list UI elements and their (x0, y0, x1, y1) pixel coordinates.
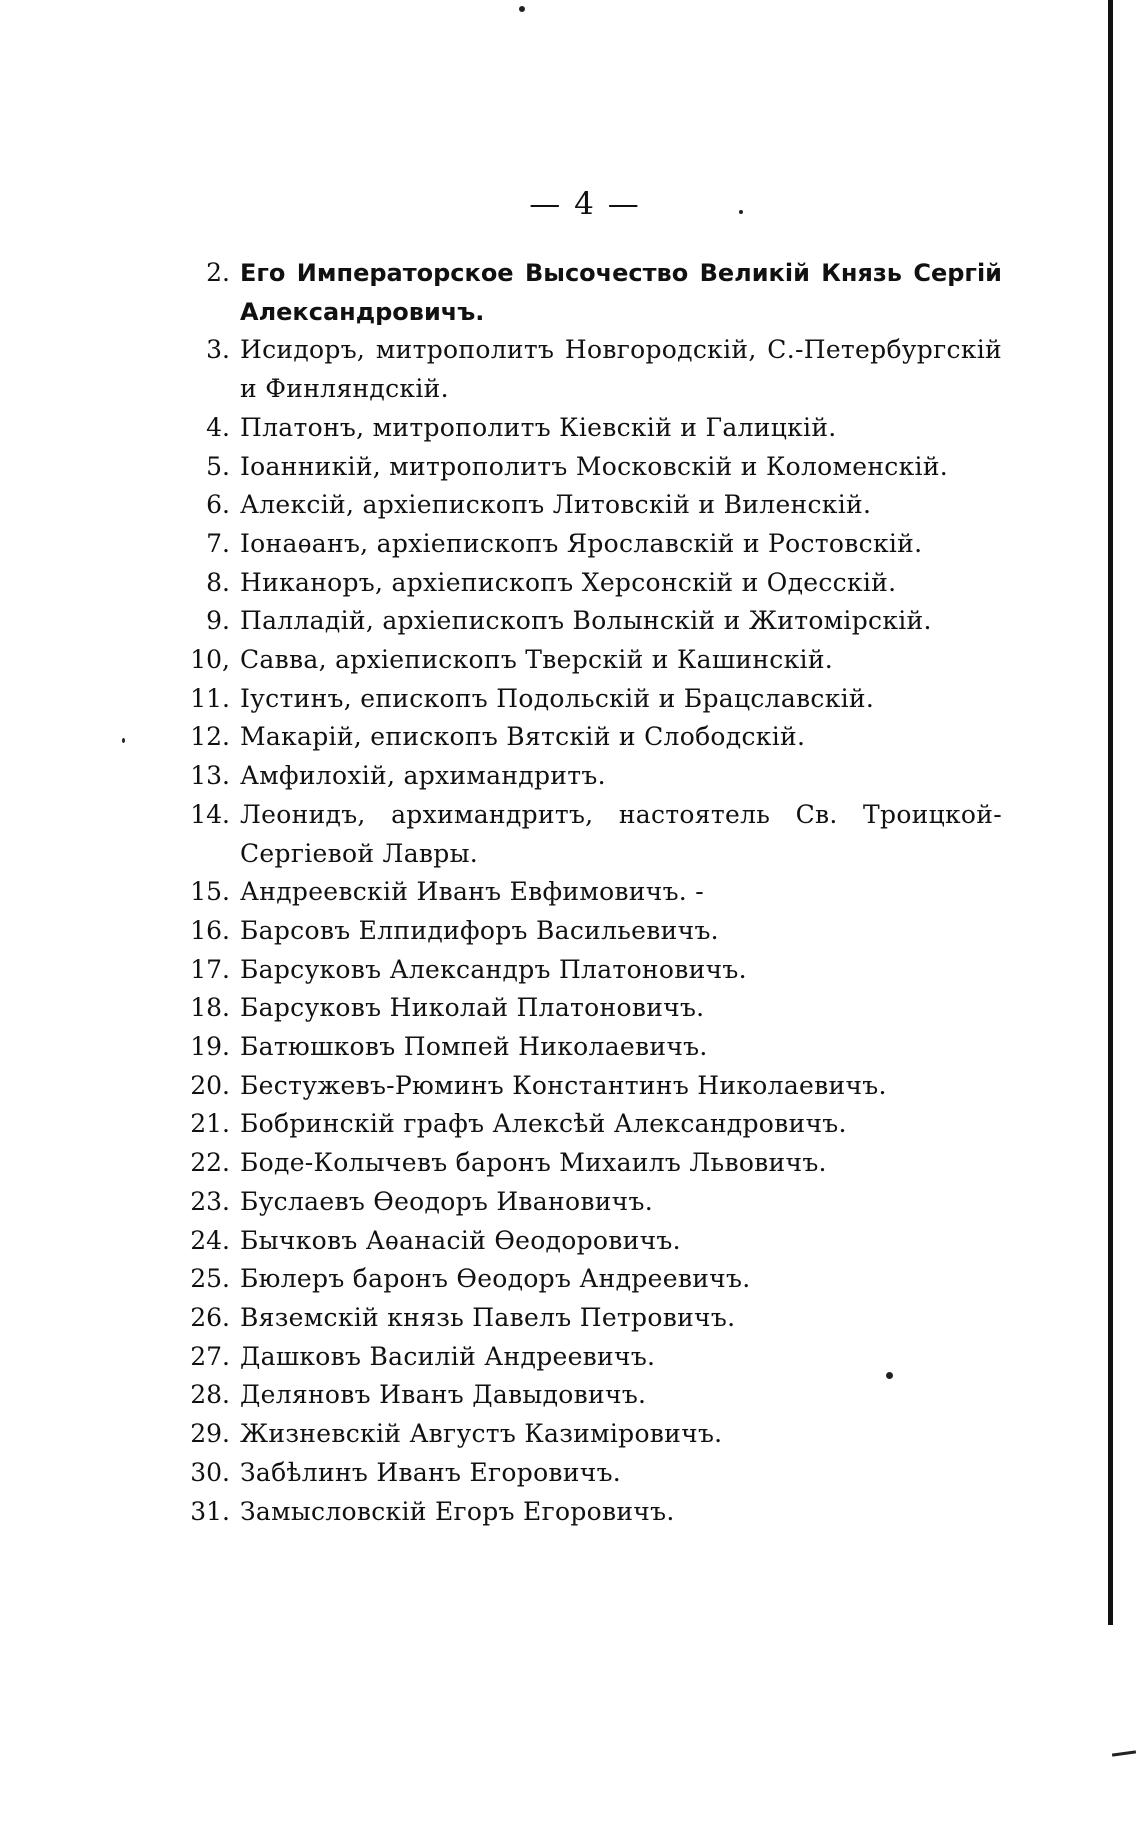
entry-text: Деляновъ Иванъ Давыдовичъ. (240, 1380, 647, 1410)
list-item (182, 912, 1002, 951)
list-item (182, 1183, 1002, 1222)
entry-text: Макарій, епископъ Вятскій и Слободскій. (240, 722, 806, 752)
list-item (182, 757, 1002, 796)
list-item (182, 1493, 1002, 1532)
entry-number: 28. (190, 1380, 230, 1410)
entry-text: Андреевскій Иванъ Евфимовичъ. - (240, 877, 705, 907)
entry-text: Бычковъ Аѳанасій Ѳеодоровичъ. (240, 1225, 681, 1255)
entry-number: 11. (190, 683, 230, 713)
list-item (182, 1067, 1002, 1106)
entry-text: Бестужевъ-Рюминъ Константинъ Николаевичъ. (240, 1070, 887, 1100)
entry-number: 5. (206, 451, 230, 481)
entry-text: Платонъ, митрополитъ Кіевскій и Галицкій. (240, 412, 837, 442)
entry-number: 2. (206, 258, 230, 287)
entry-text: Іустинъ, епископъ Подольскій и Брацславскій. (240, 683, 875, 713)
list-item (182, 525, 1002, 564)
list-item (182, 331, 1002, 408)
list-item (182, 873, 1002, 912)
scan-speck (739, 210, 743, 214)
entry-text: Іонаѳанъ, архіепископъ Ярославскій и Ростовскій. (240, 528, 923, 558)
entry-number: 9. (206, 606, 230, 636)
list-item (182, 1144, 1002, 1183)
list-item (182, 718, 1002, 757)
entry-number: 27. (190, 1341, 230, 1371)
entry-number: 15. (190, 877, 230, 907)
list-item (182, 1454, 1002, 1493)
list-item (182, 1105, 1002, 1144)
list-item (182, 989, 1002, 1028)
entry-text: Боде-Колычевъ баронъ Михаилъ Львовичъ. (240, 1148, 827, 1178)
entry-text: Дашковъ Василій Андреевичъ. (240, 1341, 656, 1371)
entry-number: 24. (190, 1225, 230, 1255)
entry-text: Барсуковъ Николай Платоновичъ. (240, 993, 705, 1023)
list-item (182, 1376, 1002, 1415)
entry-text: Вяземскій князь Павелъ Петровичъ. (240, 1302, 736, 1332)
entry-text: Жизневскій Августъ Казиміровичъ. (240, 1419, 723, 1449)
entry-number: 14. (190, 799, 230, 829)
entry-text: Забѣлинъ Иванъ Егоровичъ. (240, 1457, 622, 1487)
page-number: — 4 — (529, 186, 641, 222)
entry-text: Алексій, архіепископъ Литовскій и Виленскій. (240, 490, 872, 520)
entry-text: Леонидъ, архимандритъ, настоятель Св. Троицкой-Сергіевой Лавры. (240, 799, 1002, 868)
entry-text: Его Императорское Высочество Великій Князь Сергій Александровичъ. (240, 259, 1002, 326)
list-item (182, 680, 1002, 719)
entry-text: Амфилохій, архимандритъ. (240, 761, 606, 791)
entry-number: 31. (190, 1496, 230, 1526)
list-item (182, 409, 1002, 448)
entry-text: Буслаевъ Ѳеодоръ Ивановичъ. (240, 1186, 653, 1216)
entry-text: Замысловскій Егоръ Егоровичъ. (240, 1496, 675, 1526)
entry-number: 17. (190, 954, 230, 984)
list-item (182, 1338, 1002, 1377)
list-item (182, 951, 1002, 990)
page-edge-rule (1108, 0, 1113, 1625)
entry-number: 6. (206, 490, 230, 520)
entry-number: 18. (190, 993, 230, 1023)
scan-speck (122, 738, 125, 743)
entry-number: 10, (190, 645, 230, 675)
entry-text: Бобринскій графъ Алексѣй Александровичъ. (240, 1109, 847, 1139)
entry-number: 29. (190, 1419, 230, 1449)
entry-number: 21. (190, 1109, 230, 1139)
entry-text: Батюшковъ Помпей Николаевичъ. (240, 1032, 708, 1062)
entry-number: 4. (206, 412, 230, 442)
list-item (182, 1028, 1002, 1067)
entry-text: Барсовъ Елпидифоръ Васильевичъ. (240, 915, 719, 945)
entry-number: 16. (190, 915, 230, 945)
entry-number: 30. (190, 1457, 230, 1487)
entry-number: 20. (190, 1070, 230, 1100)
entry-text: Іоанникій, митрополитъ Московскій и Коломенскій. (240, 451, 949, 481)
scan-speck (519, 6, 525, 12)
list-item (182, 1222, 1002, 1261)
entry-text: Исидоръ, митрополитъ Новгородскій, С.-Петербургскій и Финляндскій. (240, 335, 1002, 404)
list-item (182, 1415, 1002, 1454)
entry-number: 25. (190, 1264, 230, 1294)
entry-number: 3. (206, 335, 230, 365)
entry-text: Никаноръ, архіепископъ Херсонскій и Одесскій. (240, 567, 897, 597)
scan-mark (1112, 1750, 1136, 1756)
entry-number: 26. (190, 1302, 230, 1332)
list-item (182, 564, 1002, 603)
entry-number: 22. (190, 1148, 230, 1178)
entry-text: Барсуковъ Александръ Платоновичъ. (240, 954, 747, 984)
member-list (182, 254, 1002, 1531)
list-item (182, 486, 1002, 525)
list-item (182, 796, 1002, 873)
list-item (182, 641, 1002, 680)
entry-number: 7. (206, 528, 230, 558)
entry-text: Савва, архіепископъ Тверскій и Кашинскій. (240, 645, 834, 675)
list-item (182, 254, 1002, 331)
entry-text: Бюлеръ баронъ Ѳеодоръ Андреевичъ. (240, 1264, 751, 1294)
entry-number: 12. (190, 722, 230, 752)
list-item (182, 1299, 1002, 1338)
list-item (182, 1260, 1002, 1299)
entry-number: 13. (190, 761, 230, 791)
entry-text: Палладій, архіепископъ Волынскій и Житомірскій. (240, 606, 932, 636)
entry-number: 23. (190, 1186, 230, 1216)
list-item (182, 448, 1002, 487)
entry-number: 8. (206, 567, 230, 597)
list-item (182, 602, 1002, 641)
entry-number: 19. (190, 1032, 230, 1062)
